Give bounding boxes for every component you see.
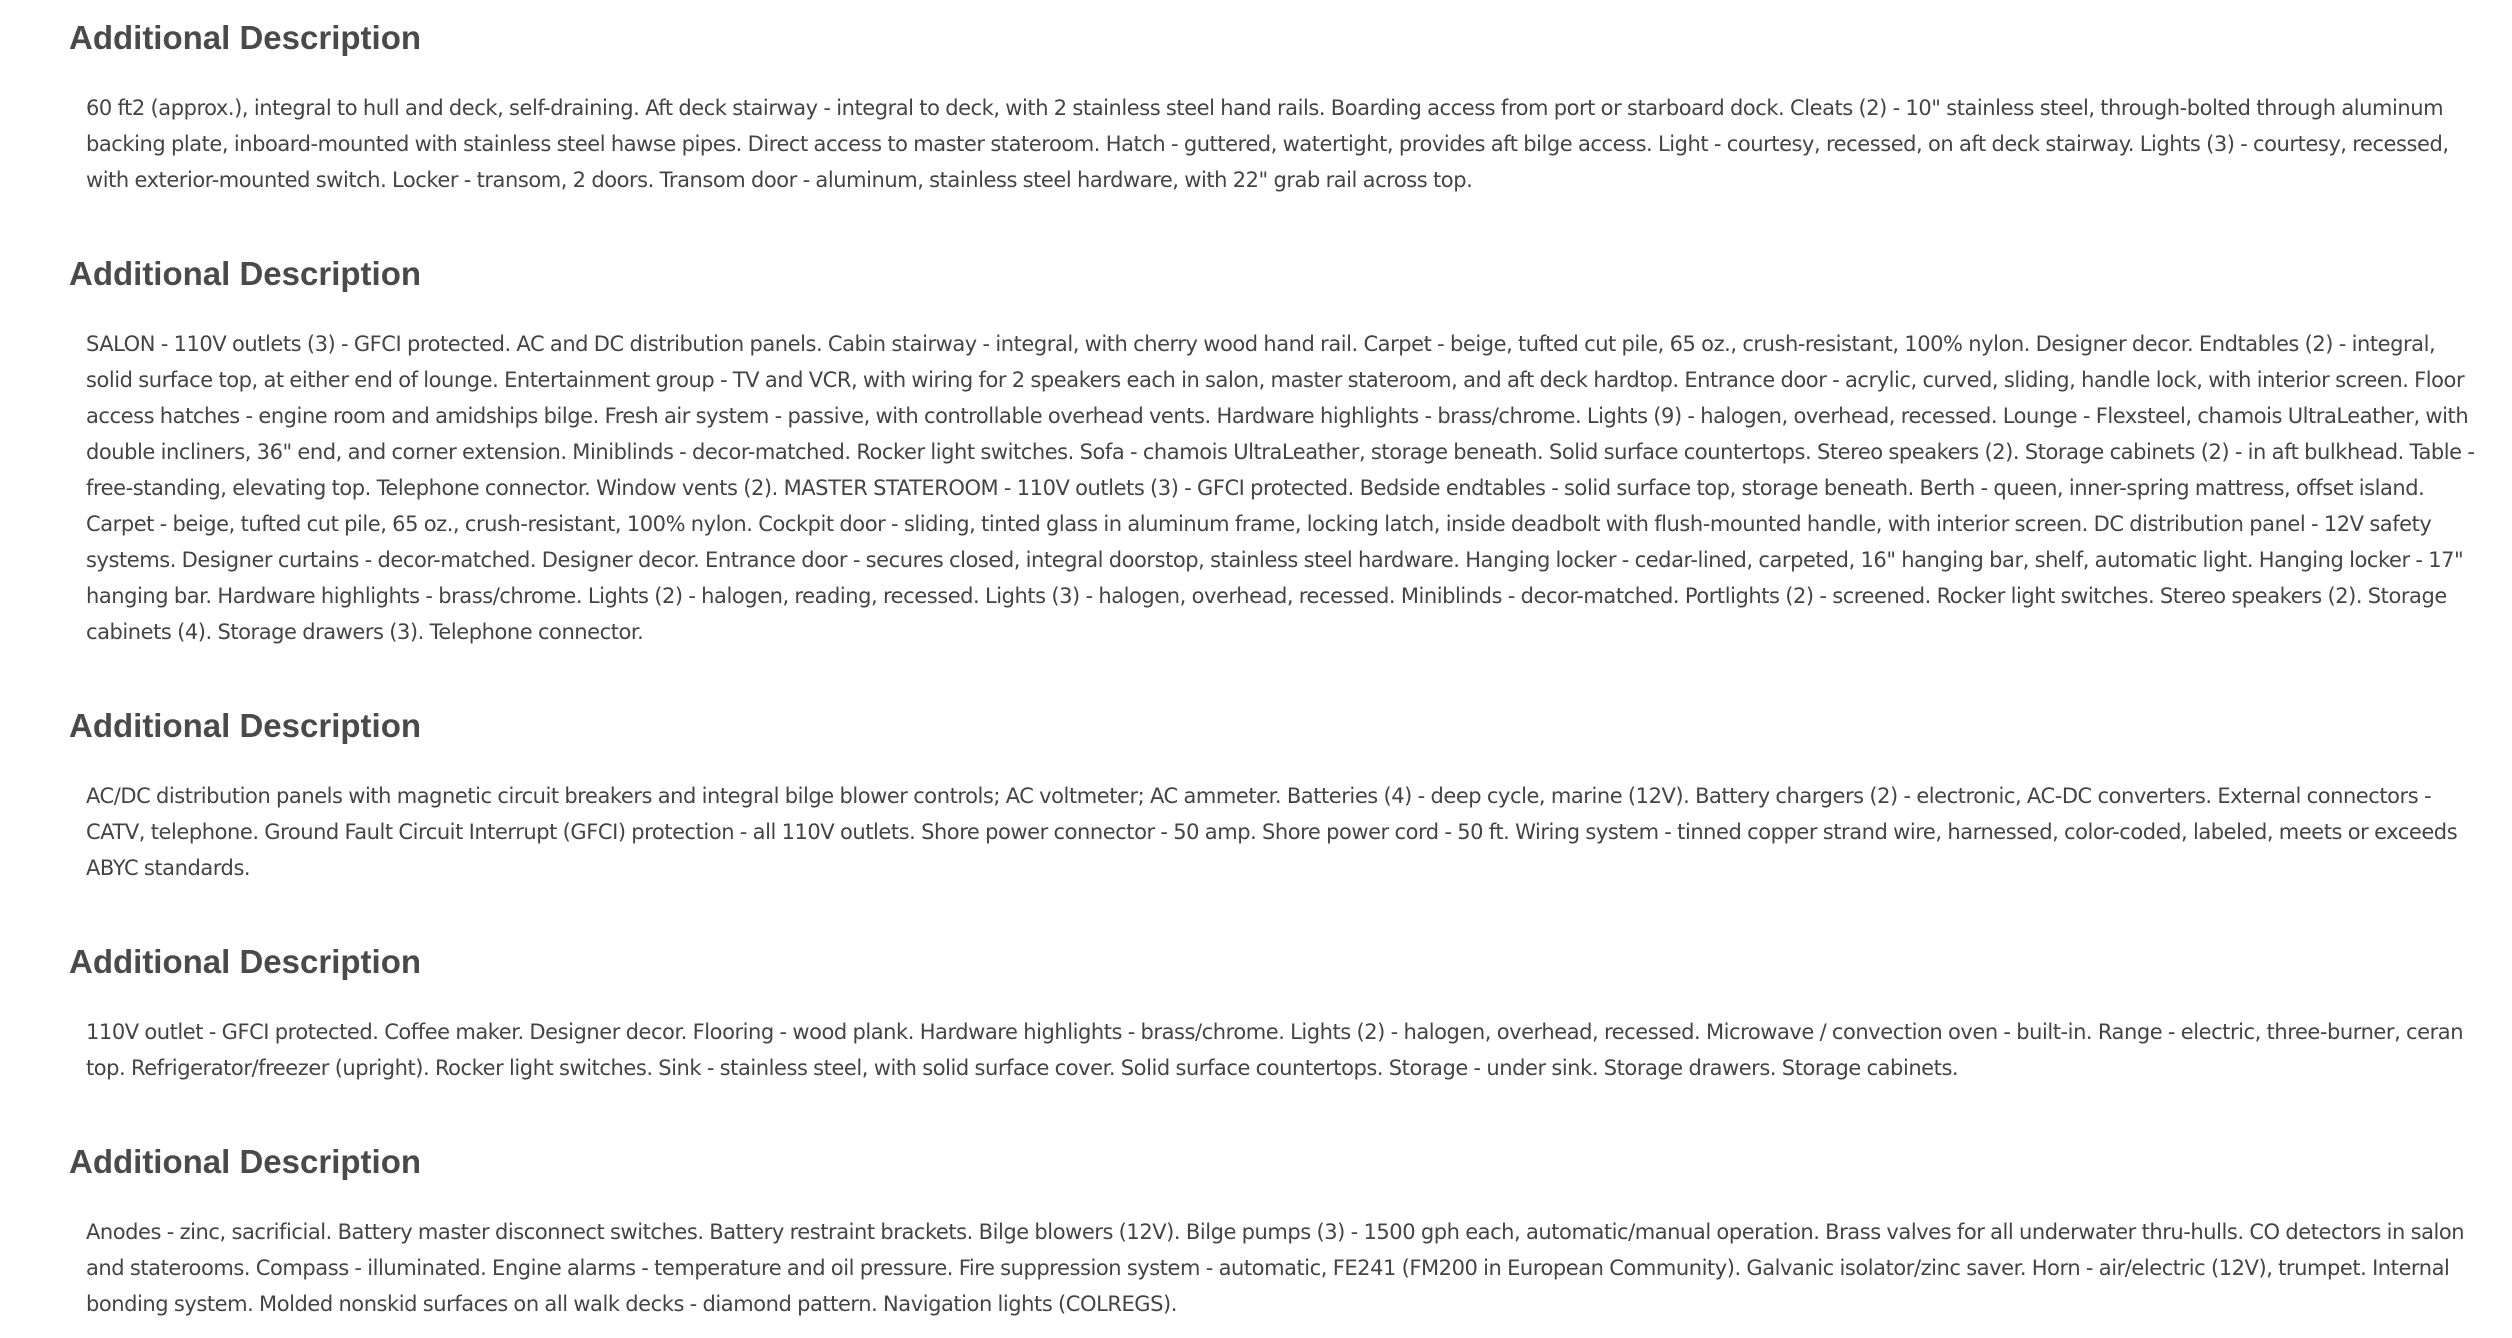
section-heading: Additional Description	[69, 707, 422, 744]
section-body-text: SALON - 110V outlets (3) - GFCI protected. AC and DC distribution panels. Cabin stairway - integral, with cherry wood hand rail. Carpet - beige, tufted cut pile, 65 oz., crush-resistant, 100% nylon. Designer decor. Endtables (2) - integral, solid surface top, at either end of lounge. Entertainment group - TV and VCR, with wiring for 2 speakers each in salon, master stateroom, and aft deck hardtop. Entrance door - acrylic, curved, sliding, handle lock, with interior screen. Floor access hatches - engine room and amidships bilge. Fresh air system - passive, with controllable overhead vents. Hardware highlights - brass/chrome. Lights (9) - halogen, overhead, recessed. Lounge - Flexsteel, chamois UltraLeather, with double incliners, 36" end, and corner extension. Miniblinds - decor-matched. Rocker light switches. Sofa - chamois UltraLeather, storage beneath. Solid surface countertops. Stereo speakers (2). Storage cabinets (2) - in aft bulkhead. Table - free-standing, elevating top. Telephone connector. Window vents (2). MASTER STATEROOM - 110V outlets (3) - GFCI protected. Bedside endtables - solid surface top, storage beneath. Berth - queen, inner-spring mattress, offset island. Carpet - beige, tufted cut pile, 65 oz., crush-resistant, 100% nylon. Cockpit door - sliding, tinted glass in aluminum frame, locking latch, inside deadbolt with flush-mounted handle, with interior screen. DC distribution panel - 12V safety systems. Designer curtains - decor-matched. Designer decor. Entrance door - secures closed, integral doorstop, stainless steel hardware. Hanging locker - cedar-lined, carpeted, 16" hanging bar, shelf, automatic light. Hanging locker - 17" hanging bar. Hardware highlights - brass/chrome. Lights (2) - halogen, reading, recessed. Lights (3) - halogen, overhead, recessed. Miniblinds - decor-matched. Portlights (2) - screened. Rocker light switches. Stereo speakers (2). Storage cabinets (4). Storage drawers (3). Telephone connector.	[86, 332, 2475, 644]
section-heading: Additional Description	[69, 255, 422, 292]
section-heading: Additional Description	[69, 19, 422, 56]
section-heading: Additional Description	[69, 943, 422, 980]
section-body-text: 110V outlet - GFCI protected. Coffee maker. Designer decor. Flooring - wood plank. Hardware highlights - brass/chrome. Lights (2) - halogen, overhead, recessed. Microwave / convection oven - built-in. Range - electric, three-burner, ceran top. Refrigerator/freezer (upright). Rocker light switches. Sink - stainless steel, with solid surface cover. Solid surface countertops. Storage - under sink. Storage drawers. Storage cabinets.	[86, 1020, 2464, 1080]
section-body-text: 60 ft2 (approx.), integral to hull and deck, self-draining. Aft deck stairway - integral to deck, with 2 stainless steel hand rails. Boarding access from port or starboard dock. Cleats (2) - 10" stainless steel, through-bolted through aluminum backing plate, inboard-mounted with stainless steel hawse pipes. Direct access to master stateroom. Hatch - guttered, watertight, provides aft bilge access. Light - courtesy, recessed, on aft deck stairway. Lights (3) - courtesy, recessed, with exterior-mounted switch. Locker - transom, 2 doors. Transom door - aluminum, stainless steel hardware, with 22" grab rail across top.	[86, 96, 2449, 192]
section-heading: Additional Description	[69, 1143, 422, 1180]
section-body-text: Anodes - zinc, sacrificial. Battery master disconnect switches. Battery restraint brackets. Bilge blowers (12V). Bilge pumps (3) - 1500 gph each, automatic/manual operation. Brass valves for all underwater thru-hulls. CO detectors in salon and staterooms. Compass - illuminated. Engine alarms - temperature and oil pressure. Fire suppression system - automatic, FE241 (FM200 in European Community). Galvanic isolator/zinc saver. Horn - air/electric (12V), trumpet. Internal bonding system. Molded nonskid surfaces on all walk decks - diamond pattern. Navigation lights (COLREGS).	[86, 1220, 2465, 1316]
section-body-text: AC/DC distribution panels with magnetic circuit breakers and integral bilge blower controls; AC voltmeter; AC ammeter. Batteries (4) - deep cycle, marine (12V). Battery chargers (2) - electronic, AC-DC converters. External connectors - CATV, telephone. Ground Fault Circuit Interrupt (GFCI) protection - all 110V outlets. Shore power connector - 50 amp. Shore power cord - 50 ft. Wiring system - tinned copper strand wire, harnessed, color-coded, labeled, meets or exceeds ABYC standards.	[86, 784, 2458, 880]
